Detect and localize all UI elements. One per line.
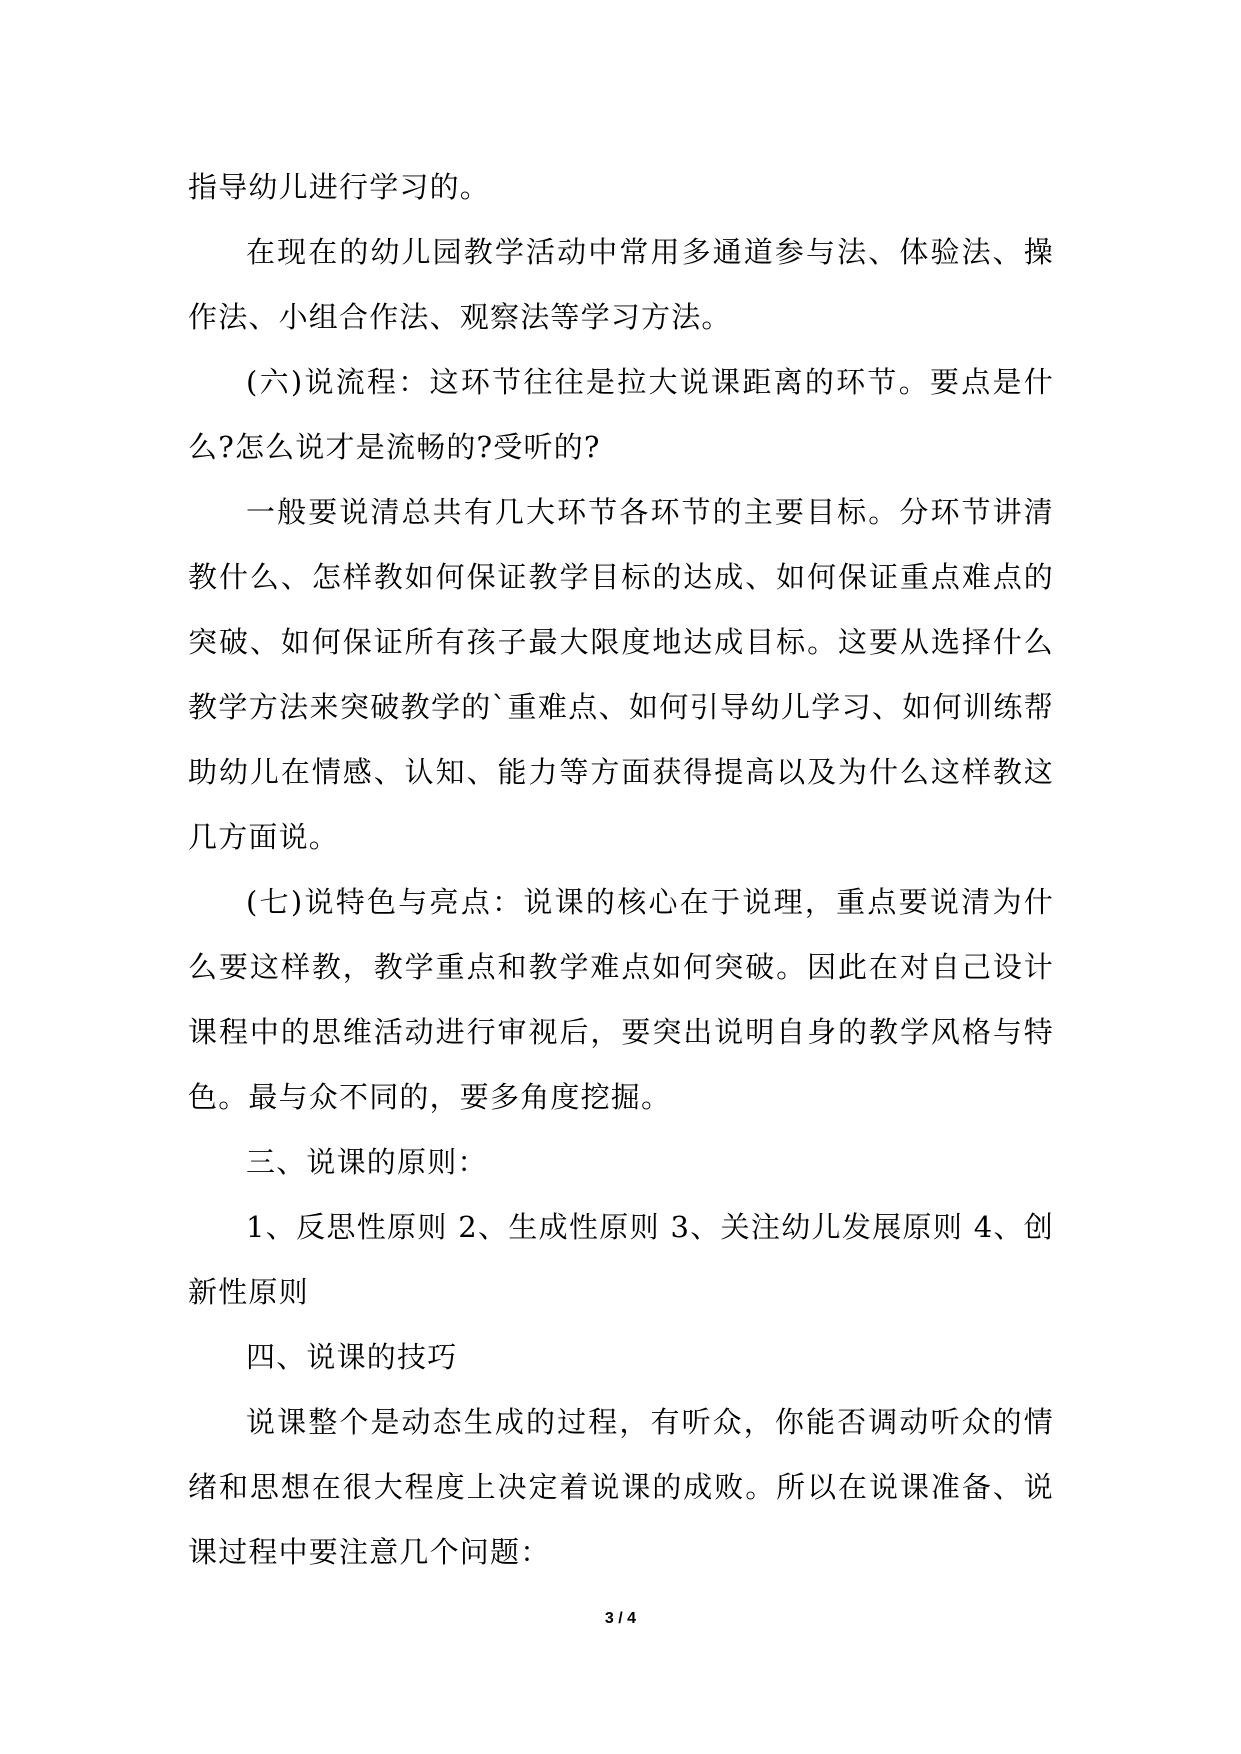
heading-principles: 三、说课的原则： <box>246 1145 488 1179</box>
paragraph-techniques: 说课整个是动态生成的过程，有听众，你能否调动听众的情绪和思想在很大程度上决定着说课的成败。所以在说课准备、说课过程中要注意几个问题： <box>188 1405 1054 1569</box>
paragraph-continuation: 指导幼儿进行学习的。 <box>188 170 491 204</box>
paragraph-principles-list: 1、反思性原则 2、生成性原则 3、关注幼儿发展原则 4、创新性原则 <box>188 1210 1054 1309</box>
heading-techniques: 四、说课的技巧 <box>246 1340 458 1374</box>
paragraph-features: (七)说特色与亮点：说课的核心在于说理，重点要说清为什么要这样教，教学重点和教学难点如何突破。因此在对自己设计课程中的思维活动进行审视后，要突出说明自身的教学风格与特色。最与众不同的，要多角度挖掘。 <box>188 885 1054 1114</box>
paragraph-process-detail: 一般要说清总共有几大环节各环节的主要目标。分环节讲清教什么、怎样教如何保证教学目标的达成、如何保证重点难点的突破、如何保证所有孩子最大限度地达成目标。这要从选择什么教学方法来突破教学的`重难点、如何引导幼儿学习、如何训练帮助幼儿在情感、认知、能力等方面获得提高以及为什么这样教这几方面说。 <box>188 495 1054 854</box>
page-number: 3 / 4 <box>604 1610 637 1627</box>
paragraph-learning-methods: 在现在的幼儿园教学活动中常用多通道参与法、体验法、操作法、小组合作法、观察法等学习方法。 <box>188 235 1054 334</box>
page-body <box>188 155 1054 1585</box>
paragraph-process: (六)说流程：这环节往往是拉大说课距离的环节。要点是什么?怎么说才是流畅的?受听的? <box>188 365 1054 464</box>
